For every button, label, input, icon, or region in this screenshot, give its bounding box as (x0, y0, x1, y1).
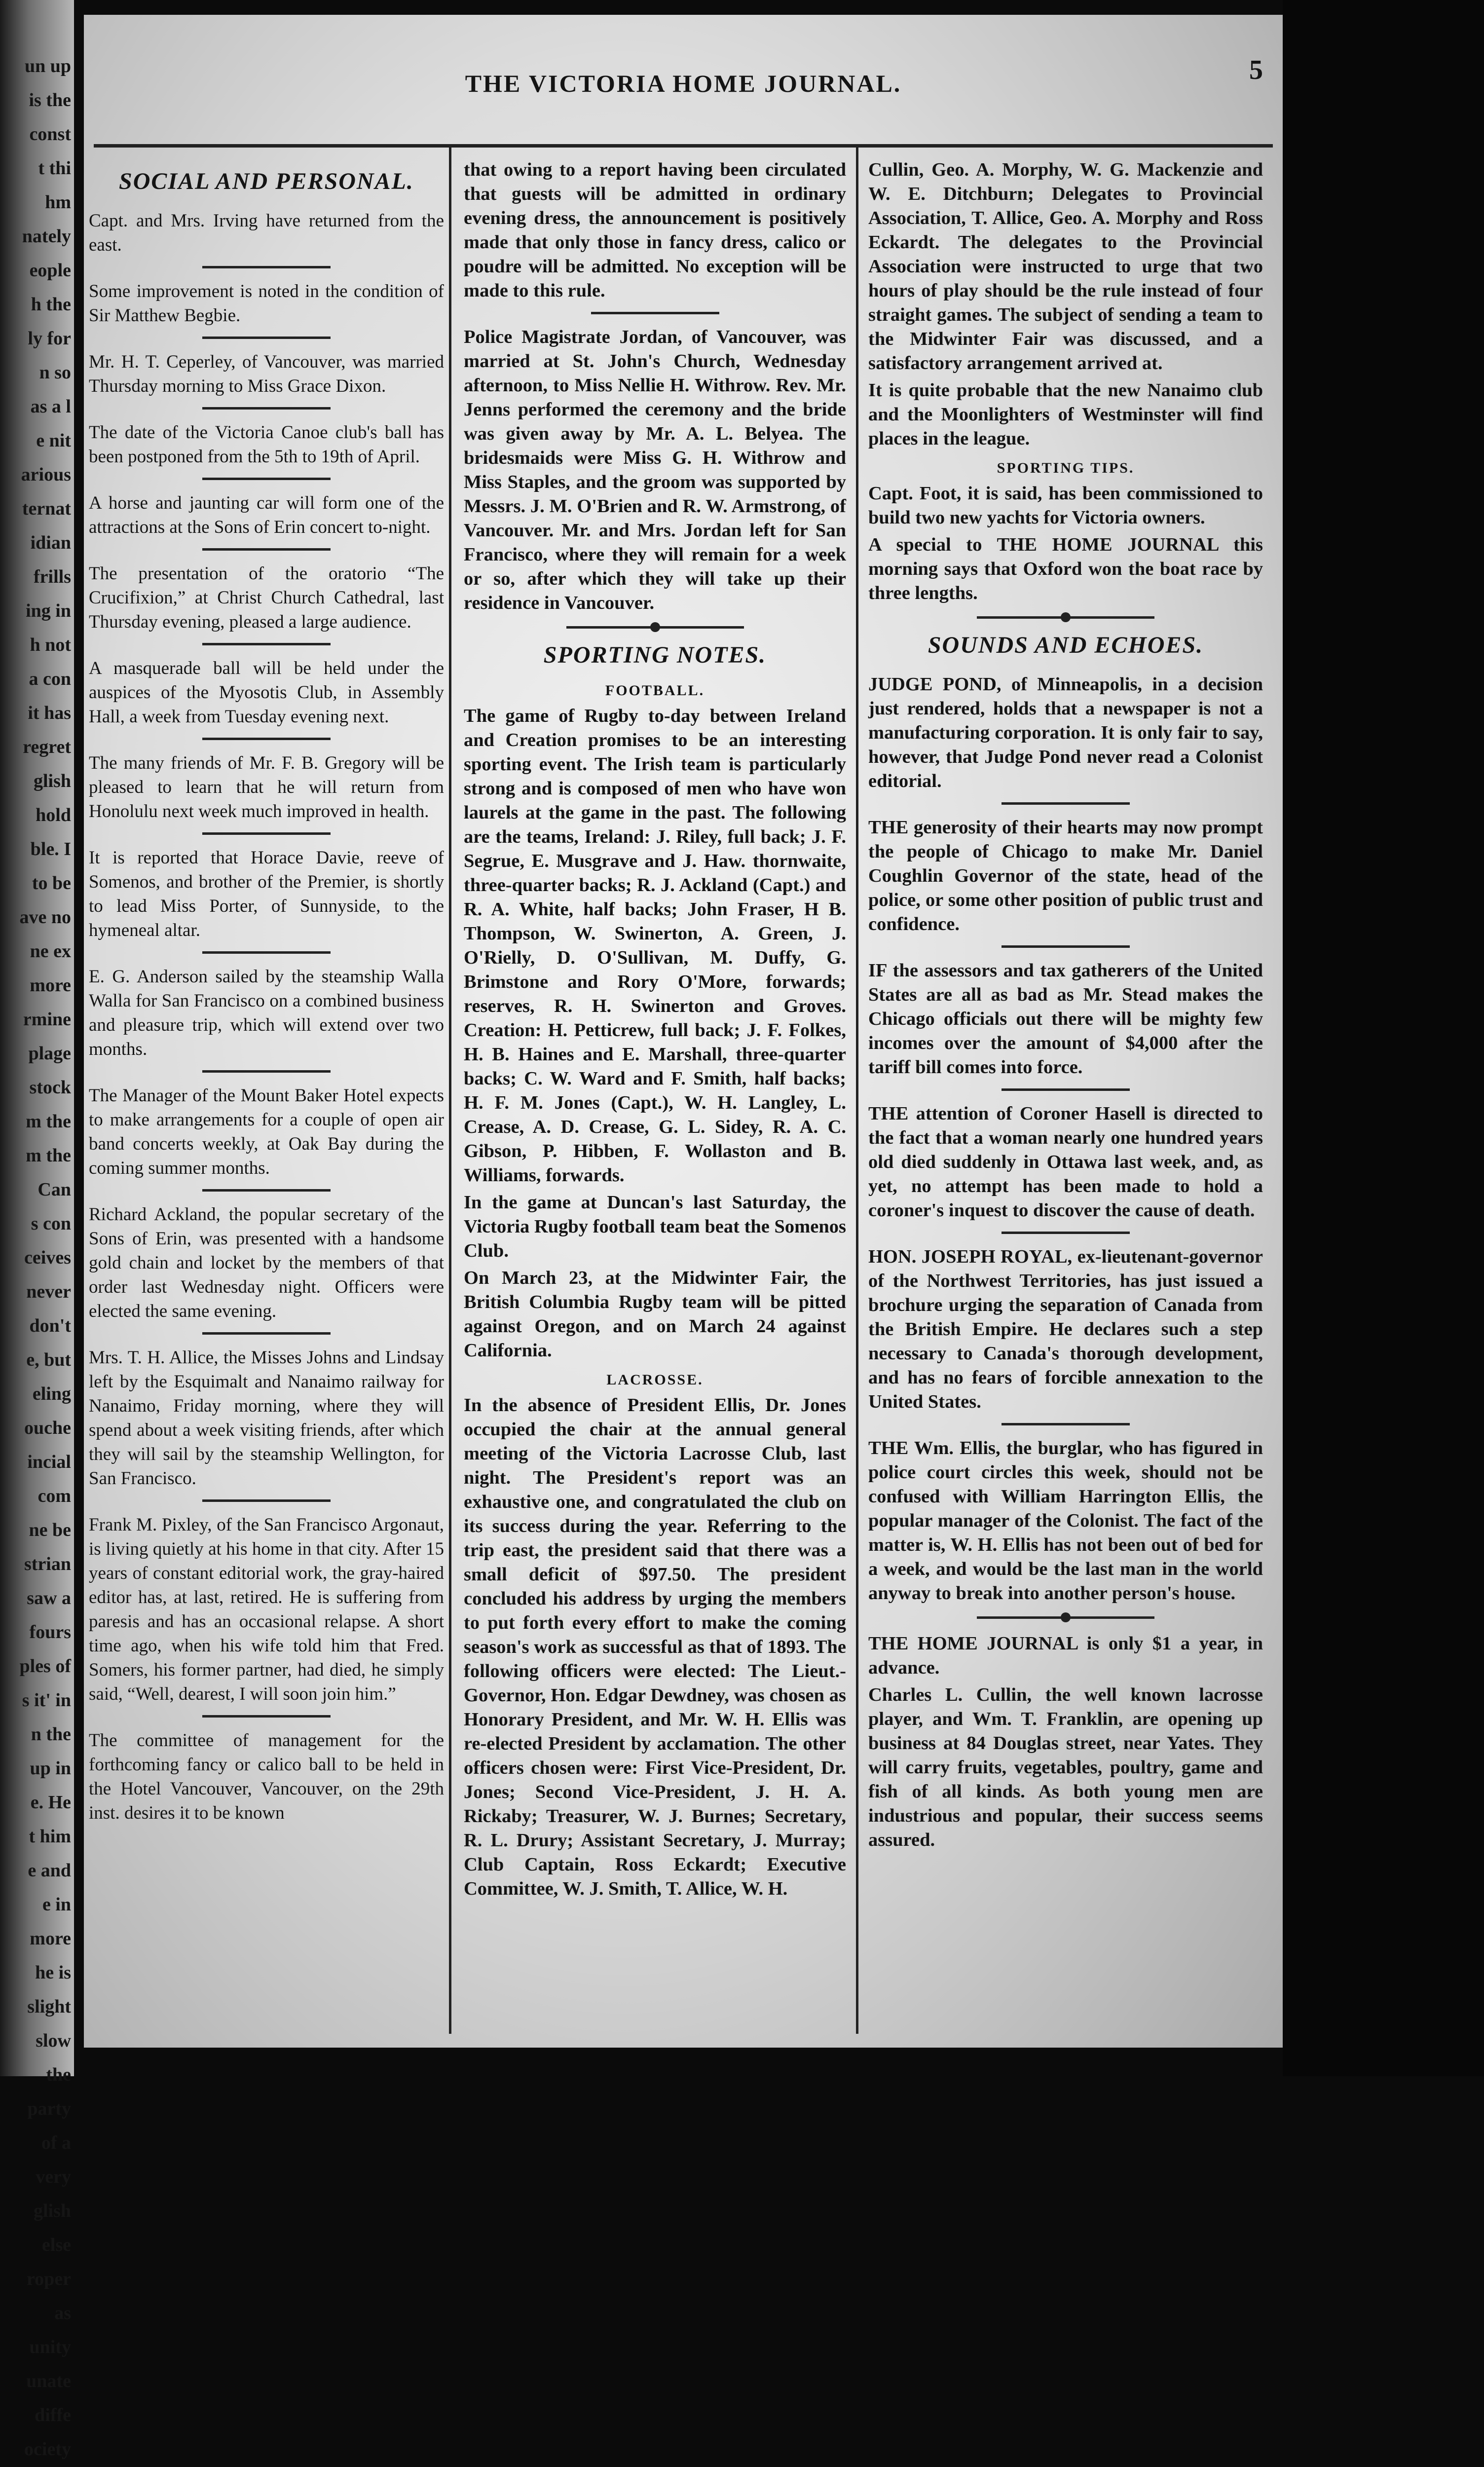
edge-fragment: m the (26, 1145, 71, 1166)
edge-fragment: diffe (35, 2405, 71, 2426)
divider (202, 1499, 331, 1502)
article-paragraph: THE HOME JOURNAL is only $1 a year, in advance. (868, 1633, 1263, 1678)
article-paragraph: E. G. Anderson sailed by the steamship Walla Walla for San Francisco on a combined business and pleasure trip, which will extend over two months. (89, 967, 444, 1059)
masthead: THE VICTORIA HOME JOURNAL. (465, 70, 902, 97)
social-items (89, 209, 444, 1825)
edge-fragment: hold (36, 805, 71, 825)
edge-fragment: glish (33, 2201, 71, 2221)
edge-fragment: the (46, 2064, 71, 2085)
edge-fragment: he is (35, 1962, 71, 1983)
edge-fragment: const (29, 124, 71, 145)
divider (202, 951, 331, 954)
edge-fragment: regret (23, 737, 71, 757)
column-rule (449, 144, 451, 2034)
article-paragraph: In the game at Duncan's last Saturday, the Victoria Rugby football team beat the Somenos Club. (464, 1192, 846, 1261)
divider (202, 548, 331, 551)
edge-fragment: of a (41, 2132, 71, 2153)
edge-fragment: a con (29, 669, 71, 689)
edge-fragment: ly for (28, 328, 71, 349)
article-paragraph: In the absence of President Ellis, Dr. Jones occupied the chair at the annual general meeting of the Victoria Lacrosse Club, last night. The President's report was an exhaustive one, and congratulated the club on its success during the year. Referring to the trip east, the president said that there was a small deficit of $97.50. The president concluded his address by urging the members to put forth every effort to make the coming season's work as successful as that of 1893. The following officers were elected: The Lieut.-Governor, Hon. Edgar Dewdney, was chosen as Honorary President, and Mr. W. H. Ellis was re-elected President by acclamation. The other officers chosen were: First Vice-President, Dr. Jones; Second Vice-President, J. H. A. Rickaby; Treasurer, W. J. Burnes; Secretary, R. L. Drury; Assistant Secretary, J. Murray; Club Captain, Ross Eckardt; Executive Committee, W. J. Smith, T. Allice, W. H. (464, 1395, 846, 1899)
article-paragraph: On March 23, at the Midwinter Fair, the British Columbia Rugby team will be pitted against Oregon, and on March 24 against California. (464, 1268, 846, 1361)
column-sporting-notes (464, 158, 846, 2033)
subsection-heading: SPORTING TIPS. (997, 460, 1135, 476)
edge-fragment: Can (37, 1179, 71, 1200)
column-rule (856, 144, 858, 2034)
edge-fragment: ples of (19, 1656, 71, 1677)
edge-fragment: s it' in (22, 1690, 71, 1711)
article-paragraph: The committee of management for the forthcoming fancy or calico ball to be held in the Hotel Vancouver, Vancouver, on the 29th inst. desires it to be known (89, 1730, 444, 1823)
divider (977, 616, 1154, 619)
divider (977, 1616, 1154, 1619)
page-number: 5 (1249, 55, 1263, 85)
article-paragraph: Police Magistrate Jordan, of Vancouver, was married at St. John's Church, Wednesday afternoon, to Miss Nellie H. Withrow. Rev. Mr. Jenns performed the ceremony and the bride was given away by Mr. A. L. Belyea. The bridesmaids were Miss G. H. Withrow and Miss Staples, and the groom was supported by Messrs. J. M. O'Brien and R. W. Armstrong, of Vancouver. Mr. and Mrs. Jordan left for San Francisco, where they will remain for a week or so, after which they will take up their residence in Vancouver. (464, 327, 846, 613)
edge-fragment: plage (28, 1043, 71, 1064)
edge-fragment: eople (29, 260, 71, 281)
article-paragraph: Capt. Foot, it is said, has been commissioned to build two new yachts for Victoria owners. (868, 483, 1263, 528)
edge-fragment: e in (42, 1894, 71, 1915)
article-paragraph: Cullin, Geo. A. Morphy, W. G. Mackenzie and W. E. Ditchburn; Delegates to Provincial Association, T. Allice, Geo. A. Morphy and Ross Eckardt. The delegates to the Provincial Association were instructed to urge that two hours of play should be the rule instead of four straight games. The subject of sending a team to the Midwinter Fair was discussed, and a satisfactory arrangement arrived at. (868, 159, 1263, 374)
edge-fragment: frills (34, 566, 71, 587)
divider (1002, 1423, 1130, 1425)
divider (202, 643, 331, 645)
edge-fragment: is the (29, 90, 71, 111)
article-paragraph: HON. JOSEPH ROYAL, ex-lieutenant-governor of the Northwest Territories, has just issued a brochure urging the separation of Canada from the British Empire. He declares such a step necessary to Canada's thorough development, and has no fears of forcible annexation to the United States. (868, 1246, 1263, 1412)
edge-fragment: ave no (19, 907, 71, 928)
adjacent-page-edge (0, 0, 74, 2460)
divider (202, 407, 331, 410)
article-paragraph: Capt. and Mrs. Irving have returned from the east. (89, 211, 444, 255)
article-paragraph: Some improvement is noted in the condition of Sir Matthew Begbie. (89, 281, 444, 326)
edge-fragment: e, but (26, 1349, 71, 1370)
edge-fragment: strian (24, 1554, 71, 1574)
edge-fragment: it has (28, 703, 71, 723)
divider (1002, 1088, 1130, 1091)
edge-fragment: t thi (38, 158, 71, 179)
edge-fragment: ociety (24, 2439, 71, 2460)
edge-fragment: h the (31, 294, 71, 315)
edge-fragment: t him (29, 1826, 71, 1847)
edge-fragment: party (27, 2098, 71, 2119)
column-social-and-personal (84, 158, 444, 2033)
article-paragraph: THE generosity of their hearts may now prompt the people of Chicago to make Mr. Daniel Coughlin Governor of the state, head of the police, or some other position of public trust and confidence. (868, 817, 1263, 934)
edge-fragment: ne be (29, 1520, 71, 1540)
article-paragraph: Mr. H. T. Ceperley, of Vancouver, was married Thursday morning to Miss Grace Dixon. (89, 352, 444, 396)
section-heading: SOCIAL AND PERSONAL. (119, 168, 414, 194)
edge-fragment: idian (30, 532, 71, 553)
edge-fragment: e. He (30, 1792, 71, 1813)
article-paragraph: Charles L. Cullin, the well known lacrosse player, and Wm. T. Franklin, are opening up business at 84 Douglas street, near Yates. They will carry fruits, vegetables, poultry, game and fish of all kinds. As both young men are industrious and popular, their success seems assured. (868, 1684, 1263, 1850)
article-paragraph: Richard Ackland, the popular secretary of the Sons of Erin, was presented with a handsome gold chain and locket by the members of that order last Wednesday night. Officers were elected the same evening. (89, 1204, 444, 1321)
section-heading: SOUNDS AND ECHOES. (928, 632, 1204, 658)
edge-fragment: unate (26, 2371, 71, 2392)
edge-fragment: ne ex (30, 941, 71, 962)
edge-fragment: ceives (24, 1247, 71, 1268)
edge-fragment: roper (26, 2269, 71, 2289)
divider (202, 266, 331, 268)
edge-fragment: rmine (23, 1009, 71, 1030)
divider (1002, 945, 1130, 948)
divider (591, 312, 719, 314)
edge-fragment: com (37, 1486, 71, 1506)
article-paragraph: Mrs. T. H. Allice, the Misses Johns and Lindsay left by the Esquimalt and Nanaimo railway for Nanaimo, Friday morning, where they will spend about a week visiting friends, after which they will sail by the steamship Wellington, for San Francisco. (89, 1347, 444, 1489)
article-paragraph: THE Wm. Ellis, the burglar, who has figured in police court circles this week, should not be confused with William Harrington Ellis, the popular manager of the Colonist. The fact of the matter is, W. H. Ellis has not been out of bed for a week, and would be the last man in the world anyway to break into another person's house. (868, 1438, 1263, 1604)
edge-fragment: eling (32, 1383, 71, 1404)
article-paragraph: The game of Rugby to-day between Ireland and Creation promises to be an interesting sporting event. The Irish team is particularly strong and is composed of men who have won laurels at the game in the past. The following are the teams, Ireland: J. Riley, full back; J. F. Segrue, E. Musgrave and J. Haw. thornwaite, three-quarter backs; R. J. Ackland (Capt.) and R. A. White, half backs; John Fraser, H B. Thompson, W. Swinerton, A. Green, J. O'Rielly, D. O'Sullivan, M. Duffy, G. Brimstone and Rory O'More, forwards; reserves, R. H. Swinerton and Groves. Creation: H. Petticrew, full back; J. F. Folkes, H. B. Haines and E. Marshall, three-quarter backs; C. W. Ward and F. Smith, half backs; H. F. M. Jones (Capt.), W. H. Langley, L. Crease, A. D. Crease, G. L. Sidey, R. A. C. Gibson, P. Hibben, F. Wollaston and B. Williams, forwards. (464, 706, 846, 1186)
divider (202, 832, 331, 835)
edge-fragment: up in (30, 1758, 71, 1779)
divider (202, 1070, 331, 1073)
edge-fragment: very (36, 2167, 71, 2187)
article-paragraph: It is reported that Horace Davie, reeve of Somenos, and brother of the Premier, is shortly to lead Miss Porter, of Sunnyside, to the hymeneal altar. (89, 848, 444, 940)
divider (202, 1332, 331, 1335)
edge-fragment: ing in (26, 600, 71, 621)
article-paragraph: IF the assessors and tax gatherers of the United States are all as bad as Mr. Stead makes the Chicago officials out there will be mighty few incomes over the amount of $4,000 after the tariff bill comes into force. (868, 960, 1263, 1078)
edge-fragment: h not (30, 635, 71, 655)
edge-fragment: m the (26, 1111, 71, 1132)
football-items (464, 704, 846, 1363)
column-sounds-and-echoes (868, 158, 1263, 2033)
edge-fragment: to be (32, 873, 71, 894)
edge-fragment: incial (27, 1452, 71, 1472)
subsection-heading: FOOTBALL. (605, 682, 705, 699)
divider (202, 478, 331, 480)
edge-fragment: nately (22, 226, 71, 247)
article-paragraph: Frank M. Pixley, of the San Francisco Argonaut, is living quietly at his home in that city. After 15 years of constant editorial work, the gray-haired editor has, at last, retired. He is suffering from paresis and has an occasional relapse. A short time ago, when his wife told him that Fred. Somers, his former partner, had died, he simply said, “Well, dearest, I will soon join him.” (89, 1515, 444, 1704)
edge-fragment: arious (21, 464, 71, 485)
edge-fragment: never (26, 1281, 71, 1302)
edge-fragment: more (30, 1928, 71, 1949)
edge-fragment: saw a (27, 1588, 71, 1608)
edge-fragment: unity (29, 2337, 71, 2357)
section-heading: SPORTING NOTES. (543, 642, 767, 668)
edge-fragment: stock (29, 1077, 71, 1098)
article-paragraph: A special to THE HOME JOURNAL this morning says that Oxford won the boat race by three lengths. (868, 534, 1263, 603)
book-binding (1283, 0, 1484, 2076)
edge-fragment: ouche (24, 1418, 71, 1438)
newspaper-page (84, 15, 1283, 2048)
article-paragraph: that owing to a report having been circulated that guests will be admitted in ordinary evening dress, the announcement is positively made that only those in fancy dress, calico or poudre will be admitted. No exception will be made to this rule. (464, 159, 846, 301)
edge-fragment: slight (27, 1996, 71, 2017)
edge-fragment: e nit (36, 430, 71, 451)
article-paragraph: JUDGE POND, of Minneapolis, in a decision just rendered, holds that a newspaper is not a manufacturing corporation. It is only fair to say, however, that Judge Pond never read a Colonist editorial. (868, 674, 1263, 791)
divider (1002, 802, 1130, 805)
masthead-rule (94, 144, 1273, 148)
article-paragraph: The many friends of Mr. F. B. Gregory will be pleased to learn that he will return from Honolulu next week much improved in health. (89, 753, 444, 822)
edge-fragment: as a l (30, 396, 71, 417)
edge-fragment: ternat (22, 498, 71, 519)
divider (566, 626, 744, 629)
article-paragraph: A masquerade ball will be held under the auspices of the Myosotis Club, in Assembly Hall, a week from Tuesday evening next. (89, 658, 444, 727)
edge-fragment: glish (33, 771, 71, 791)
adjacent-page-text (12, 49, 71, 2467)
article-paragraph: A horse and jaunting car will form one of the attractions at the Sons of Erin concert to-night. (89, 493, 444, 537)
divider (202, 1715, 331, 1718)
edge-fragment: n the (31, 1724, 71, 1745)
edge-fragment: ble. I (30, 839, 71, 860)
subsection-heading: LACROSSE. (606, 1372, 704, 1388)
divider (202, 738, 331, 740)
divider (202, 1189, 331, 1192)
edge-fragment: fours (29, 1622, 71, 1643)
article-paragraph: The date of the Victoria Canoe club's ball has been postponed from the 5th to 19th of April. (89, 422, 444, 467)
edge-fragment: un up (24, 56, 71, 76)
echo-items (868, 673, 1263, 1606)
edge-fragment: don't (29, 1315, 71, 1336)
edge-fragment: e and (28, 1860, 71, 1881)
divider (1002, 1232, 1130, 1234)
edge-fragment: slow (36, 2030, 71, 2051)
divider (202, 336, 331, 339)
edge-fragment: else (41, 2235, 71, 2255)
edge-fragment: as (54, 2303, 71, 2323)
edge-fragment: n so (39, 362, 71, 383)
edge-fragment: s con (31, 1213, 71, 1234)
article-paragraph: The Manager of the Mount Baker Hotel expects to make arrangements for a couple of open air band concerts weekly, at Oak Bay during the coming summer months. (89, 1085, 444, 1178)
edge-fragment: hm (45, 192, 71, 213)
article-paragraph: The presentation of the oratorio “The Crucifixion,” at Christ Church Cathedral, last Thursday evening, pleased a large audience. (89, 563, 444, 632)
article-paragraph: It is quite probable that the new Nanaimo club and the Moonlighters of Westminster will find places in the league. (868, 380, 1263, 449)
article-paragraph: THE attention of Coroner Hasell is directed to the fact that a woman nearly one hundred years old died suddenly in Ottawa last week, and, as yet, no attempt has been made to hold a coroner's inquest to discover the cause of death. (868, 1103, 1263, 1221)
edge-fragment: more (30, 975, 71, 996)
